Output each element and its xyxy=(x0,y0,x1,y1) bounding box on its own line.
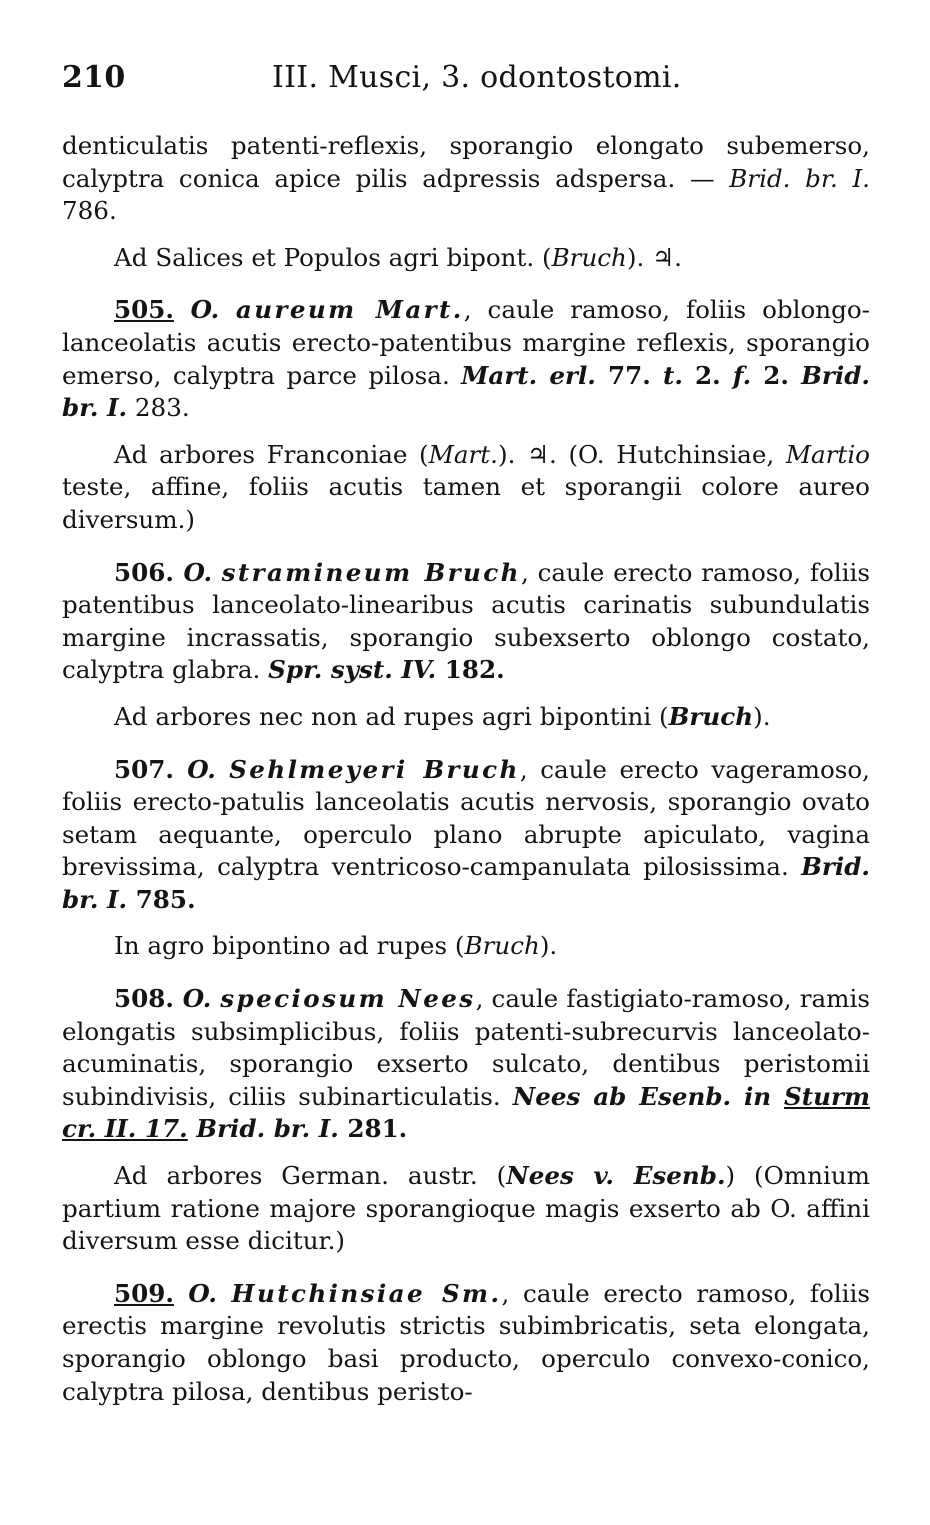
entry-genus: O. xyxy=(173,754,230,784)
entry-species: aureum Mart. xyxy=(235,295,464,325)
entry-description: , caule fastigiato-ramoso, ramis elongatis subsimplicibus, foliis patenti-subrecurvis lanceolato-acuminatis, sporangio exserto sulcato, dentibus peristomii subindivisis, ciliis subinarticulatis. xyxy=(62,984,870,1111)
entry-reference: Nees ab Esenb. in xyxy=(512,1081,785,1111)
entry-number: 507. xyxy=(114,754,174,784)
entry-species: Sehlmeyeri Bruch xyxy=(229,754,520,784)
entry-number: 509. xyxy=(114,1278,174,1308)
entry-genus: O. xyxy=(173,984,221,1014)
continued-text: denticulatis patenti-reflexis, sporangio elongato subemerso, calyptra conica apice pilis adpressis adspersa. — xyxy=(62,131,870,193)
continued-description xyxy=(62,130,870,228)
page-header xyxy=(62,58,882,98)
entry-species: stramineum Bruch xyxy=(221,557,521,587)
entry-505: 505. O. aureum Mart., caule ramoso, foliis oblongo-lanceolatis acutis erecto-patentibus margine reflexis, sporangio emerso, calyptra parce pilosa. Mart. erl. 77. t. 2. f. 2. Brid. br. I. 283. xyxy=(62,295,870,423)
page-number: 210 xyxy=(62,60,126,95)
entry-509 xyxy=(62,1278,870,1408)
entry-genus: O. xyxy=(173,1278,232,1308)
entry-number: 506. xyxy=(114,557,174,587)
entry-506: 506. O. stramineum Bruch, caule erecto ramoso, foliis patentibus lanceolato-linearibus acutis carinatis subundulatis margine incrassatis, sporangio subexserto oblongo costato, calyptra glabra. Spr. syst. IV. 182. xyxy=(62,557,871,685)
habitat-author: Bruch xyxy=(464,931,540,961)
entry-genus: O. xyxy=(173,295,236,325)
habitat-name: Martio xyxy=(785,439,870,469)
running-head: III. Musci, 3. odontostomi. xyxy=(272,60,682,95)
entry-506-habitat: Ad arbores nec non ad rupes agri bipontini (Bruch). xyxy=(114,701,771,731)
entry-genus: O. xyxy=(173,557,222,587)
continued-reference-page: 786. xyxy=(62,196,117,226)
habitat-author: Bruch xyxy=(668,701,754,731)
continued-habitat: Ad Salices et Populos agri bipont. (Bruch). ♃. xyxy=(114,242,683,272)
habitat-author: Mart. xyxy=(428,439,498,469)
entry-number: 505. xyxy=(114,295,174,325)
habitat-author: Nees v. Esenb. xyxy=(506,1161,726,1191)
entry-species: speciosum Nees xyxy=(220,984,476,1014)
entry-number: 508. xyxy=(114,984,174,1014)
entry-description: , caule erecto vageramoso, foliis erecto-patulis lanceolatis acutis nervosis, sporangio ovato setam aequante, operculo plano abrupte apiculato, vagina brevissima, calyptra ventricoso-campanulata pilosissima. xyxy=(62,754,870,882)
habitat-author: Bruch xyxy=(551,242,627,272)
entry-description: , caule erecto ramoso, foliis erectis margine revolutis strictis subimbricatis, seta elongata, sporangio oblongo basi producto, operculo convexo-conico, calyptra pilosa, dentibus peristo- xyxy=(62,1278,870,1406)
entry-description: , caule erecto ramoso, foliis patentibus lanceolato-linearibus acutis carinatis subundulatis margine incrassatis, sporangio subexserto oblongo costato, calyptra glabra. xyxy=(62,557,871,685)
entry-507: 507. O. Sehlmeyeri Bruch, caule erecto vageramoso, foliis erecto-patulis lanceolatis acutis nervosis, sporangio ovato setam aequante, operculo plano abrupte apiculato, vagina brevissima, calyptra ventricoso-campanulata pilosissima. Brid. br. I. 785. xyxy=(62,754,870,914)
entry-reference: Brid. br. I. xyxy=(62,852,870,914)
entry-reference: Mart. erl. xyxy=(461,360,596,390)
entry-reference: Spr. syst. IV. xyxy=(268,655,437,685)
entry-508-habitat: Ad arbores German. austr. (Nees v. Esenb.) (Omnium partium ratione majore sporangioque magis exserto ab O. affini diversum esse dicitur.) xyxy=(62,1161,870,1256)
entry-505-habitat: Ad arbores Franconiae (Mart.). ♃. (O. Hutchinsiae, Martio teste, affine, foliis acutis tamen et sporangii colore aureo diversum.) xyxy=(62,439,870,534)
entry-508: 508. O. speciosum Nees, caule fastigiato-ramoso, ramis elongatis subsimplicibus, foliis patenti-subrecurvis lanceolato-acuminatis, sporangio exserto sulcato, dentibus peristomii subindivisis, ciliis subinarticulatis. Nees ab Esenb. in Sturm cr. II. 17. Brid. br. I. 281. xyxy=(62,984,871,1144)
entry-species: Hutchinsiae Sm. xyxy=(231,1278,502,1308)
page-body xyxy=(62,130,870,1408)
entry-507-habitat: In agro bipontino ad rupes (Bruch). xyxy=(114,931,558,961)
entry-description: , caule ramoso, foliis oblongo-lanceolatis acutis erecto-patentibus margine reflexis, sporangio emerso, calyptra parce pilosa. xyxy=(62,295,870,390)
continued-reference: Brid. br. I. xyxy=(729,163,870,193)
entry-reference-underlined: Sturm cr. II. 17. xyxy=(62,1081,871,1144)
